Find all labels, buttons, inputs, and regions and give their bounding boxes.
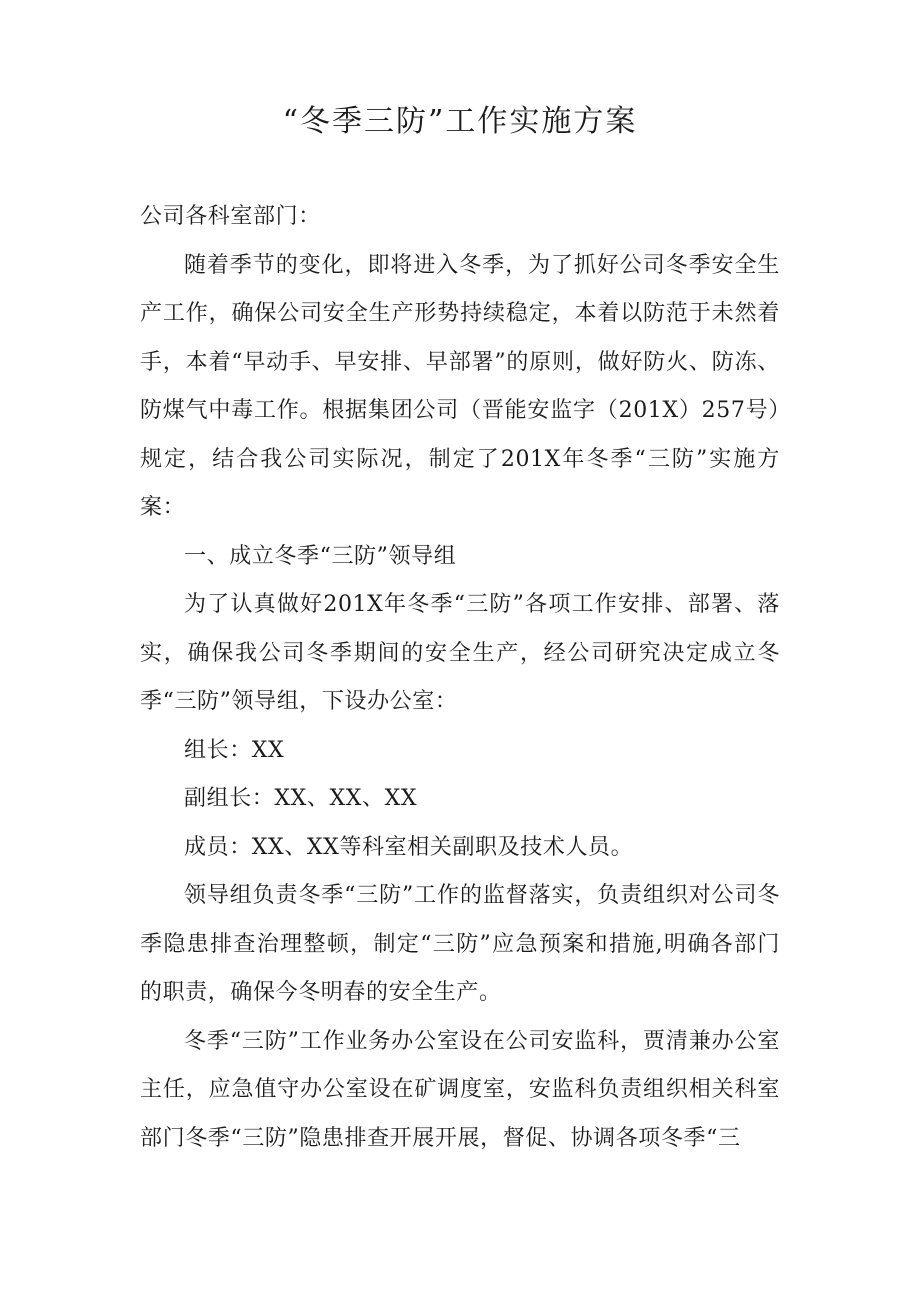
- paragraph-office: 冬季“三防”工作业务办公室设在公司安监科，贾清兼办公室主任，应急值守办公室设在矿调度室，安监科负责组织相关科室部门冬季“三防”隐患排查开展开展，督促、协调各项冬季“三: [140, 1028, 780, 1151]
- paragraph-group-duties: 领导组负责冬季“三防”工作的监督落实，负责组织对公司冬季隐患排查治理整顿，制定“三防”应急预案和措施,明确各部门的职责，确保今冬明春的安全生产。: [140, 883, 780, 1005]
- document-body: [140, 193, 780, 1163]
- salutation: 公司各科室部门：: [140, 204, 321, 229]
- section-heading-1: 一、成立冬季“三防”领导组: [184, 543, 457, 569]
- paragraph-leadership-group: 为了认真做好201X年冬季“三防”各项工作安排、部署、落实，确保我公司冬季期间的安全生产，经公司研究决定成立冬季“三防”领导组，下设办公室：: [140, 592, 780, 714]
- paragraph-members: 成员：XX、XX等科室相关副职及技术人员。: [184, 834, 634, 860]
- paragraph-group-leader: 组长：XX: [184, 737, 285, 763]
- paragraph-deputy-leaders: 副组长：XX、XX、XX: [184, 786, 418, 811]
- document-title: “冬季三防”工作实施方案: [282, 104, 638, 139]
- paragraph-intro: 随着季节的变化，即将进入冬季，为了抓好公司冬季安全生产工作，确保公司安全生产形势持续稳定，本着以防范于未然着手，本着“早动手、早安排、早部署”的原则，做好防火、防冻、防煤气中毒工作。根据集团公司（晋能安监字（201X）257号）规定，结合我公司实际况，制定了201X年冬季“三防”实施方案：: [140, 252, 780, 520]
